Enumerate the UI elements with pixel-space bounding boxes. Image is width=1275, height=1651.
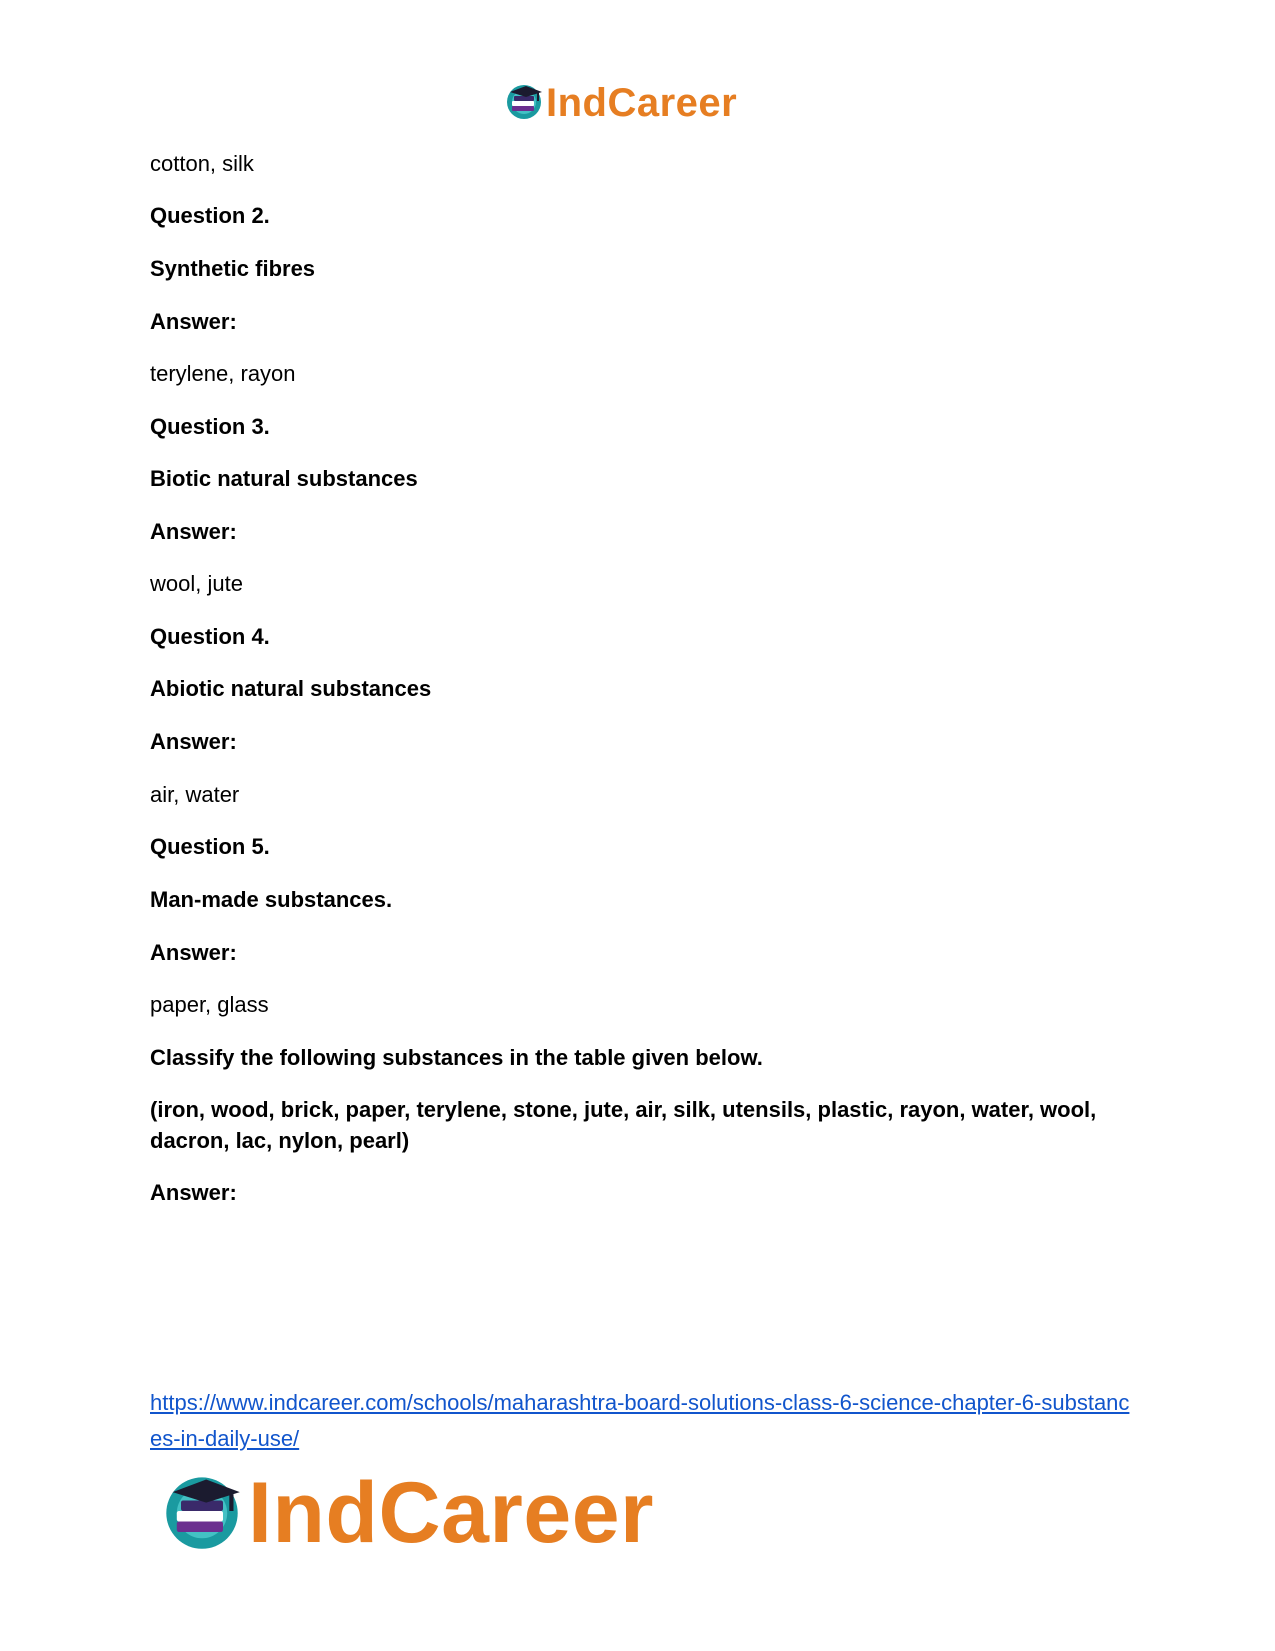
answer-text: terylene, rayon [150,361,296,386]
question-heading: Question 3. [150,414,270,439]
answer-text: cotton, silk [150,151,254,176]
substance-list: (iron, wood, brick, paper, terylene, stone, jute, air, silk, utensils, plastic, rayon, water, wool, dacron, lac, nylon, pearl) [150,1097,1097,1153]
answer-label: Answer: [150,729,237,754]
question-text: Biotic natural substances [150,466,418,491]
logo-text: IndCareer [248,1465,654,1561]
instruction-text: Classify the following substances in the table given below. [150,1045,763,1070]
question-text: Abiotic natural substances [150,676,432,701]
source-url-link[interactable]: https://www.indcareer.com/schools/maharashtra-board-solutions-class-6-science-chapter-6-substances-in-daily-use/ [150,1390,1130,1451]
answer-label: Answer: [150,1180,237,1205]
graduation-cap-books-globe-icon [504,81,544,126]
question-heading: Question 5. [150,834,270,859]
answer-text: air, water [150,782,240,807]
question-heading: Question 4. [150,624,270,649]
answer-label: Answer: [150,309,237,334]
answer-label: Answer: [150,940,237,965]
question-heading: Question 2. [150,203,270,228]
header-logo [504,80,737,126]
answer-label: Answer: [150,519,237,544]
graduation-cap-books-globe-icon [160,1469,244,1558]
answer-text: wool, jute [150,571,243,596]
question-text: Man-made substances. [150,887,393,912]
answer-text: paper, glass [150,992,269,1017]
question-text: Synthetic fibres [150,256,316,281]
logo-text: IndCareer [546,81,738,125]
footer-logo [160,1465,654,1561]
